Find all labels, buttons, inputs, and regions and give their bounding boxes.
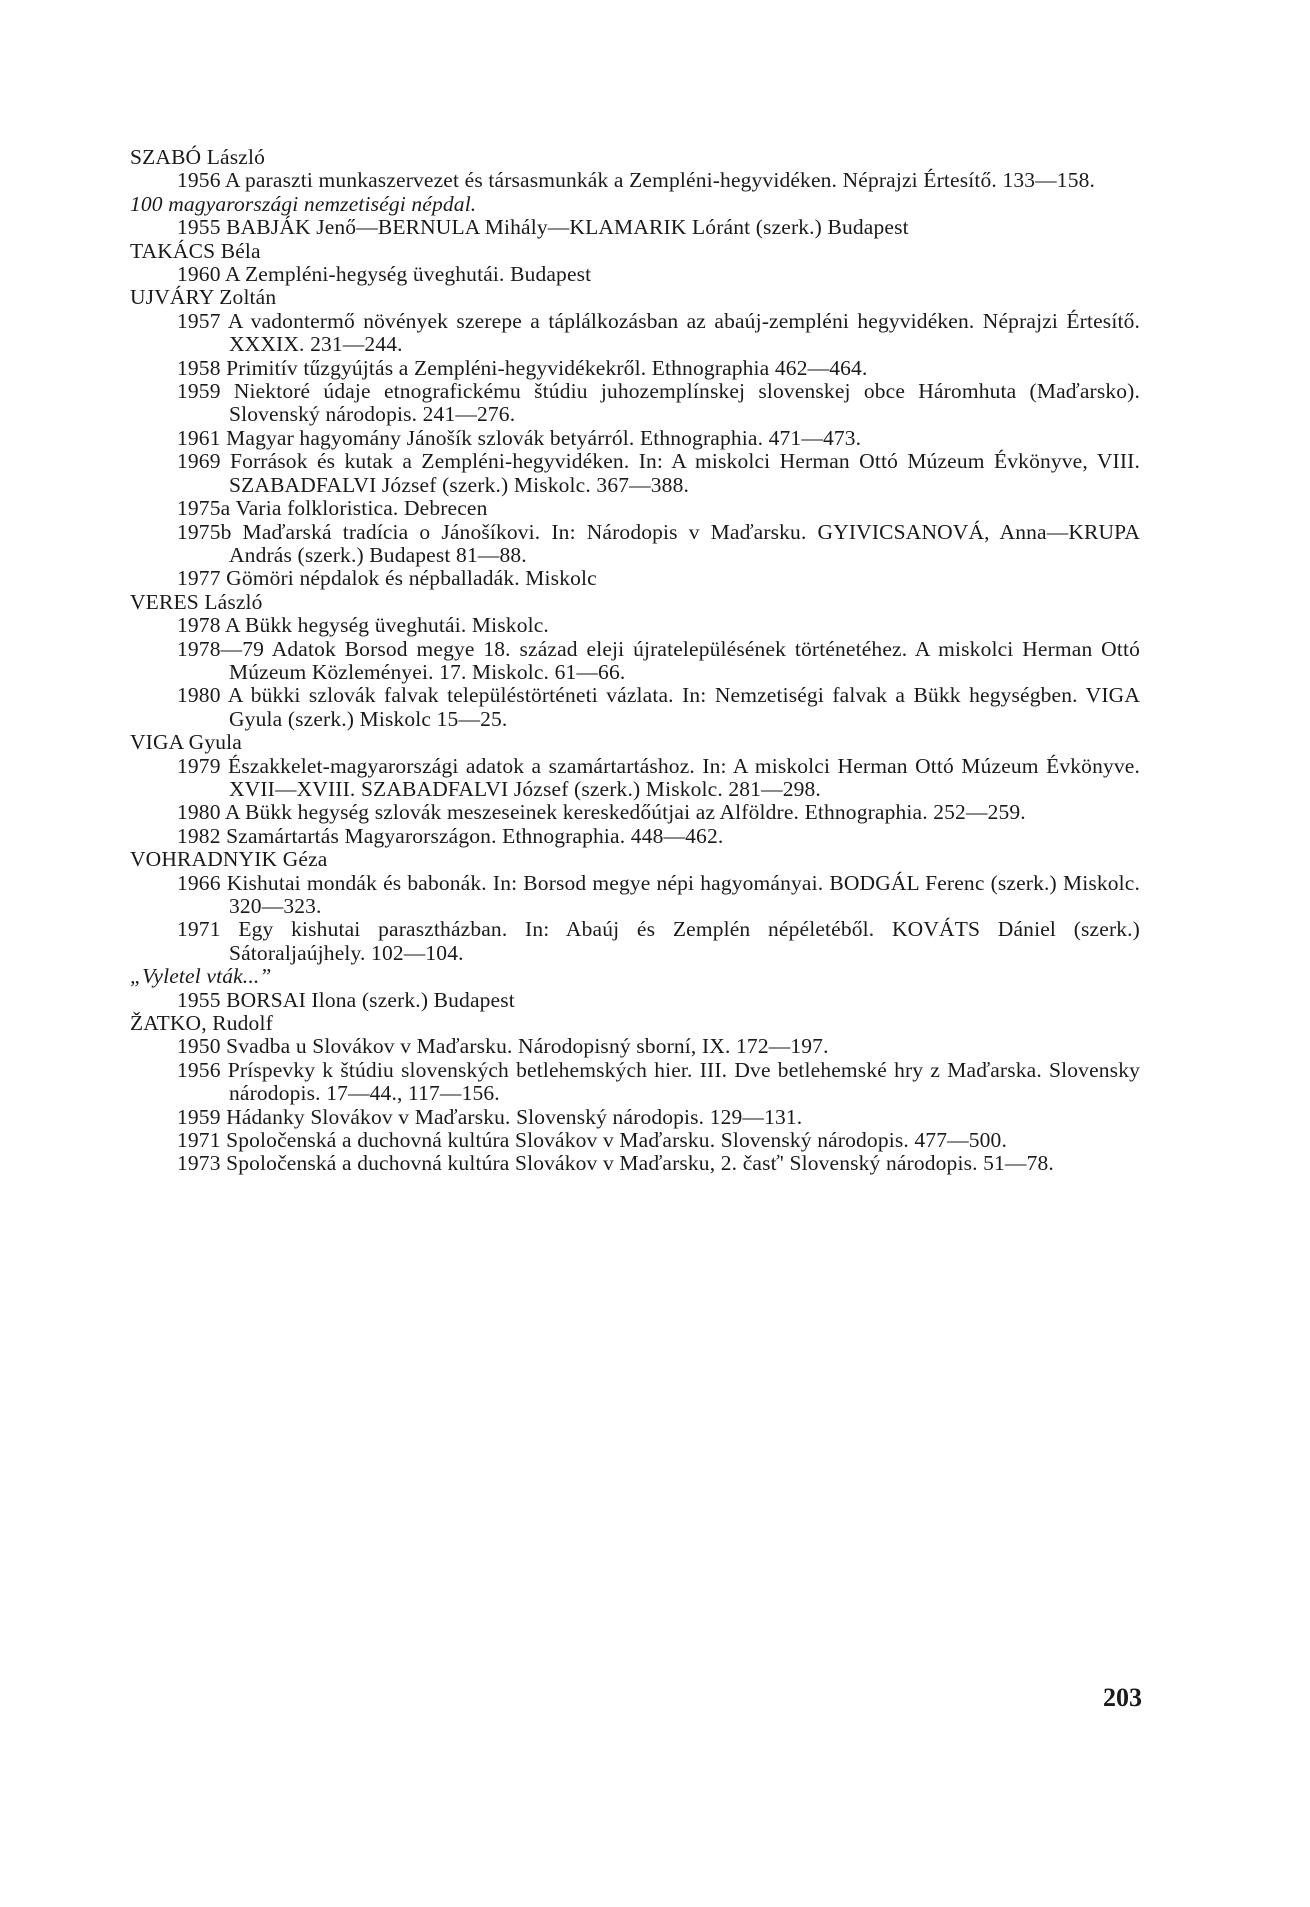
author-heading: UJVÁRY Zoltán (130, 285, 277, 310)
bibliography-entry (177, 918, 1140, 965)
entry-year: 1978—79 (177, 636, 265, 661)
entry-text: Kishutai mondák és babonák. In: Borsod megye népi hagyományai. BODGÁL Ferenc (szerk.) Miskolc. 320—323. (226, 870, 1140, 918)
bibliography-entry (177, 380, 1140, 427)
entry-year: 1978 (177, 613, 221, 638)
entry-text: Magyar hagyomány Jánošík szlovák betyárról. Ethnographia. 471—473. (226, 425, 862, 450)
entry-year: 1960 (177, 262, 221, 287)
author-heading: TAKÁCS Béla (130, 238, 261, 263)
entry-year: 1959 (177, 379, 221, 404)
entry-text: Niektoré údaje etnografickému štúdiu juhozemplínskej slovenskej obce Háromhuta (Maďarsko). Slovenský národopis. 241—276. (229, 379, 1140, 427)
entry-year: 1971 (177, 917, 221, 942)
entry-text: Varia folkloristica. Debrecen (235, 496, 488, 521)
bibliography-entry (177, 450, 1140, 497)
entry-text: Szamártartás Magyarországon. Ethnographia. 448—462. (226, 823, 724, 848)
bibliography-entry (177, 1129, 1140, 1152)
bibliography-entry (177, 1035, 1140, 1058)
entry-year: 1958 (177, 355, 221, 380)
entry-year: 1956 (177, 1057, 221, 1082)
entry-text: Svadba u Slovákov v Maďarsku. Národopisný sborní, IX. 172—197. (226, 1034, 829, 1059)
author-heading: 100 magyarországi nemzetiségi népdal. (130, 191, 477, 216)
bibliography-entry (177, 567, 1140, 590)
entry-text: A vadontermő növények szerepe a táplálkozásban az abaúj-zempléni hegyvidéken. Néprajzi Értesítő. XXXIX. 231—244. (227, 308, 1140, 357)
entry-text: A Bükk hegység üveghutái. Miskolc. (224, 613, 549, 638)
bibliography-entry (177, 801, 1140, 824)
entry-year: 1955 (177, 215, 221, 240)
entry-year: 1980 (177, 683, 221, 708)
entry-text: A Zempléni-hegység üveghutái. Budapest (224, 262, 592, 287)
entry-year: 1979 (177, 753, 221, 778)
entry-year: 1971 (177, 1128, 221, 1153)
bibliography-entry (177, 1152, 1140, 1175)
entry-text: Maďarská tradícia o Jánošíkovi. In: Národopis v Maďarsku. GYIVICSANOVÁ, Anna—KRUPA András (szerk.) Budapest 81—88. (229, 519, 1140, 567)
entry-year: 1959 (177, 1104, 221, 1129)
bibliography-entry (177, 497, 1140, 520)
bibliography-entry (177, 872, 1140, 919)
entry-text: Egy kishutai parasztházban. In: Abaúj és Zemplén népéletéből. KOVÁTS Dániel (szerk.) Sátoraljaújhely. 102—104. (229, 917, 1140, 965)
entry-text: Spoločenská a duchovná kultúra Slovákov v Maďarsku. Slovenský národopis. 477—500. (226, 1128, 1007, 1153)
entry-year: 1982 (177, 823, 221, 848)
page-number: 203 (1103, 1683, 1142, 1712)
entry-text: BABJÁK Jenő—BERNULA Mihály—KLAMARIK Lóránt (szerk.) Budapest (226, 215, 909, 240)
author-heading: VOHRADNYIK Géza (130, 847, 328, 872)
author-heading: SZABÓ László (130, 145, 265, 169)
entry-text: Északkelet-magyarországi adatok a szamártartáshoz. In: A miskolci Herman Ottó Múzeum Évkönyve. XVII—XVIII. SZABADFALVI József (szerk.) Miskolc. 281—298. (228, 753, 1140, 801)
bibliography-entry (177, 614, 1140, 637)
entry-text: BORSAI Ilona (szerk.) Budapest (226, 987, 515, 1012)
entry-year: 1969 (177, 449, 221, 474)
entry-year: 1956 (177, 168, 221, 193)
bibliography-entry (177, 310, 1140, 357)
entry-year: 1980 (177, 800, 221, 825)
author-heading: „Vyletel vták...” (130, 964, 272, 989)
bibliography-entry (177, 825, 1140, 848)
entry-text: A paraszti munkaszervezet és társasmunkák a Zempléni-hegyvidéken. Néprajzi Értesítő. 133—158. (224, 168, 1096, 193)
author-heading: ŽATKO, Rudolf (130, 1011, 273, 1036)
bibliography-entry (177, 263, 1140, 286)
entry-year: 1975b (177, 519, 232, 544)
bibliography-entry (177, 357, 1140, 380)
author-heading: VERES László (130, 589, 263, 614)
bibliography-entry (177, 521, 1140, 568)
entry-text: Primitív tűzgyújtás a Zempléni-hegyvidékekről. Ethnographia 462—464. (226, 355, 868, 380)
entry-text: Príspevky k štúdiu slovenských betlehemských hier. III. Dve betlehemské hry z Maďarska. Slovensky národopis. 17—44., 117—156. (227, 1057, 1140, 1106)
bibliography-list (130, 146, 1140, 1176)
entry-text: A bükki szlovák falvak településtörténeti vázlata. In: Nemzetiségi falvak a Bükk hegységben. VIGA Gyula (szerk.) Miskolc 15—25. (227, 683, 1140, 731)
bibliography-entry (177, 169, 1140, 192)
entry-year: 1950 (177, 1034, 221, 1059)
entry-text: A Bükk hegység szlovák meszeseinek kereskedőútjai az Alföldre. Ethnographia. 252—259. (224, 800, 1026, 825)
entry-year: 1975a (177, 496, 231, 521)
bibliography-entry (177, 216, 1140, 239)
bibliography-entry (177, 989, 1140, 1012)
entry-text: Adatok Borsod megye 18. század eleji újratelepülésének történetéhez. A miskolci Herman Ottó Múzeum Közleményei. 17. Miskolc. 61—66. (229, 636, 1140, 684)
entry-text: Gömöri népdalok és népballadák. Miskolc (226, 566, 597, 591)
bibliography-entry (177, 1059, 1140, 1106)
author-heading: VIGA Gyula (130, 730, 242, 755)
bibliography-entry (177, 684, 1140, 731)
bibliography-entry (177, 1106, 1140, 1129)
entry-year: 1955 (177, 987, 221, 1012)
entry-year: 1966 (177, 870, 221, 895)
entry-text: Spoločenská a duchovná kultúra Slovákov v Maďarsku, 2. časť' Slovenský národopis. 51—78. (226, 1151, 1054, 1176)
bibliography-entry (177, 427, 1140, 450)
entry-year: 1973 (177, 1151, 221, 1176)
entry-year: 1977 (177, 566, 221, 591)
entry-year: 1957 (177, 308, 221, 333)
entry-text: Források és kutak a Zempléni-hegyvidéken. In: A miskolci Herman Ottó Múzeum Évkönyve, VIII. SZABADFALVI József (szerk.) Miskolc. 367—388. (229, 449, 1140, 497)
bibliography-entry (177, 638, 1140, 685)
entry-year: 1961 (177, 425, 221, 450)
entry-text: Hádanky Slovákov v Maďarsku. Slovenský národopis. 129—131. (226, 1104, 803, 1129)
bibliography-entry (177, 755, 1140, 802)
